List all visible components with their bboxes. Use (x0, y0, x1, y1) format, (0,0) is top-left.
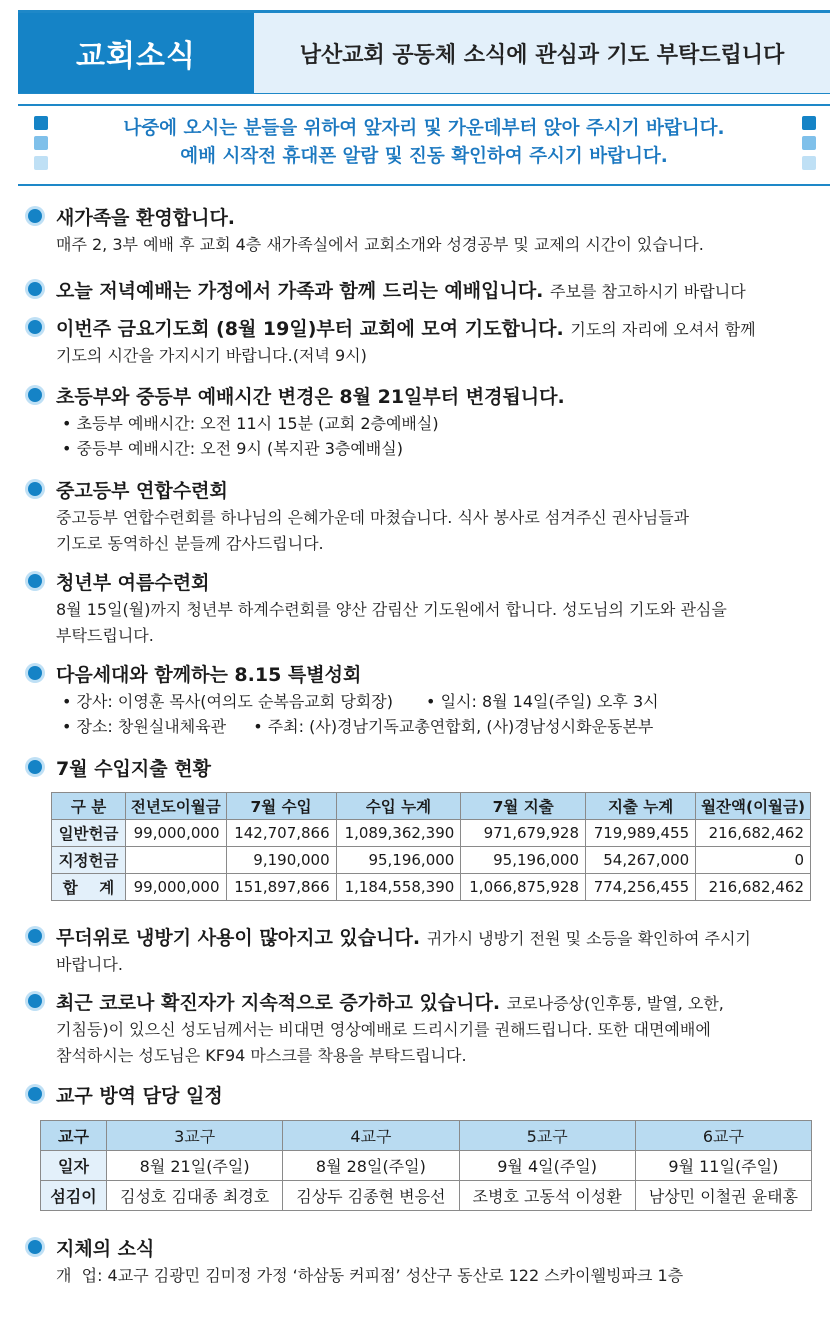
item-body: 개 업: 4교구 김광민 김미정 가정 ‘하삼동 커피점’ 성산구 동산로 122 스카이웰빙파크 1층 (56, 1266, 684, 1285)
item-body-line: 8월 15일(월)까지 청년부 하계수련회를 양산 감림산 기도원에서 합니다. 성도님의 기도와 관심을 (56, 600, 727, 619)
table-cell: 김성호 김대종 최경호 (107, 1181, 283, 1211)
item-title (56, 278, 818, 305)
bullet-icon (28, 666, 42, 680)
table-header-cell: 7월 수입 (226, 793, 336, 820)
notice-line-2: 예배 시작전 휴대폰 알람 및 진동 확인하여 주시기 바랍니다. (180, 146, 668, 167)
table-cell: 1,089,362,390 (336, 820, 461, 847)
row-label: 지정헌금 (52, 847, 126, 874)
table-header-cell: 교구 (41, 1121, 107, 1151)
table-cell: 99,000,000 (126, 874, 226, 901)
item-title: 교구 방역 담당 일정 (56, 1085, 223, 1107)
quarantine-schedule-table (40, 1120, 812, 1211)
table-header-cell: 3교구 (107, 1121, 283, 1151)
square-icon (802, 136, 816, 150)
table-cell: 216,682,462 (696, 820, 811, 847)
item-body-line: 기침등)이 있으신 성도님께서는 비대면 영상예배로 드리시기를 권해드립니다. 또한 대면예배에 (56, 1020, 711, 1039)
item-title-tail: 코로나증상(인후통, 발열, 오한, (506, 994, 724, 1013)
table-row (52, 874, 811, 901)
row-label: 일반헌금 (52, 820, 126, 847)
item-title (56, 316, 818, 343)
table-cell: 95,196,000 (461, 847, 586, 874)
notice-bottom-rule (18, 184, 830, 186)
item-sub-line (62, 689, 818, 714)
table-header-cell: 5교구 (459, 1121, 635, 1151)
table-cell: 9,190,000 (226, 847, 336, 874)
item-sub-line: • 초등부 예배시간: 오전 11시 15분 (교회 2층예배실) (62, 414, 439, 433)
table-cell: 216,682,462 (696, 874, 811, 901)
table-cell: 0 (696, 847, 811, 874)
table-row (52, 847, 811, 874)
item-title: 초등부와 중등부 예배시간 변경은 8월 21일부터 변경됩니다. (56, 386, 565, 408)
table-cell (126, 847, 226, 874)
table-cell: 9월 4일(주일) (459, 1151, 635, 1181)
item-title-text: 최근 코로나 확진자가 지속적으로 증가하고 있습니다. (56, 992, 501, 1014)
item-title-tail: 주보를 참고하시기 바랍니다 (550, 282, 746, 301)
notice-top-rule (18, 104, 830, 106)
item-body-line: 중고등부 연합수련회를 하나님의 은혜가운데 마쳤습니다. 식사 봉사로 섬겨주신 권사님들과 (56, 508, 690, 527)
header-subtitle: 남산교회 공동체 소식에 관심과 기도 부탁드립니다 (254, 13, 830, 93)
table-header-cell: 7월 지출 (461, 793, 586, 820)
news-item-member-news (28, 1236, 818, 1289)
table-cell: 151,897,866 (226, 874, 336, 901)
item-body-line: 기도로 동역하신 분들께 감사드립니다. (56, 534, 324, 553)
table-header-cell: 지출 누계 (586, 793, 696, 820)
news-item-youth-retreat (28, 478, 818, 557)
table-cell: 142,707,866 (226, 820, 336, 847)
square-icon (34, 156, 48, 170)
table-header-row (41, 1121, 812, 1151)
row-label: 합 계 (52, 874, 126, 901)
table-row (52, 820, 811, 847)
table-cell: 971,679,928 (461, 820, 586, 847)
bullet-icon (28, 320, 42, 334)
bullet-icon (28, 282, 42, 296)
page-header (18, 10, 830, 94)
item-title-tail: 귀가시 냉방기 전원 및 소등을 확인하여 주시기 (426, 929, 751, 948)
item-sub-line (62, 714, 818, 739)
table-row (41, 1151, 812, 1181)
table-cell: 774,256,455 (586, 874, 696, 901)
table-cell: 8월 28일(주일) (283, 1151, 459, 1181)
news-item-quarantine (28, 1083, 818, 1110)
square-icon (802, 116, 816, 130)
item-title-text: 이번주 금요기도회 (8월 19일)부터 교회에 모여 기도합니다. (56, 318, 564, 340)
item-title-text: 무더위로 냉방기 사용이 많아지고 있습니다. (56, 927, 421, 949)
bullet-icon (28, 482, 42, 496)
table-cell: 조병호 고동석 이성환 (459, 1181, 635, 1211)
speaker-text: • 강사: 이영훈 목사(여의도 순복음교회 당회장) (62, 692, 393, 711)
bullet-icon (28, 574, 42, 588)
bullet-icon (28, 388, 42, 402)
venue-text: • 장소: 창원실내체육관 (62, 717, 227, 736)
table-cell: 남상민 이철권 윤태홍 (635, 1181, 811, 1211)
bullet-icon (28, 1087, 42, 1101)
table-header-cell: 전년도이월금 (126, 793, 226, 820)
item-title (56, 925, 818, 952)
news-item-schedule-change (28, 384, 818, 461)
item-body-line: 부탁드립니다. (56, 626, 154, 645)
table-cell: 54,267,000 (586, 847, 696, 874)
table-cell: 95,196,000 (336, 847, 461, 874)
item-title (56, 990, 818, 1017)
news-item-aircon (28, 925, 818, 978)
item-title: 새가족을 환영합니다. (56, 207, 236, 229)
item-body: 매주 2, 3부 예배 후 교회 4층 새가족실에서 교회소개와 성경공부 및 교제의 시간이 있습니다. (56, 235, 704, 254)
bullet-icon (28, 209, 42, 223)
news-item-evening-worship (28, 278, 818, 305)
table-header-cell: 구 분 (52, 793, 126, 820)
item-title: 지체의 소식 (56, 1238, 155, 1260)
table-header-row (52, 793, 811, 820)
square-icon (34, 116, 48, 130)
row-label: 섬김이 (41, 1181, 107, 1211)
table-row (41, 1181, 812, 1211)
row-label: 일자 (41, 1151, 107, 1181)
item-body-line: 참석하시는 성도님은 KF94 마스크를 착용을 부탁드립니다. (56, 1046, 467, 1065)
finance-table (51, 792, 811, 901)
item-title: 중고등부 연합수련회 (56, 480, 228, 502)
item-title-text: 오늘 저녁예배는 가정에서 가족과 함께 드리는 예배입니다. (56, 280, 544, 302)
table-cell: 1,066,875,928 (461, 874, 586, 901)
square-icon (802, 156, 816, 170)
news-item-friday-prayer (28, 316, 818, 369)
table-cell: 99,000,000 (126, 820, 226, 847)
host-text: • 주최: (사)경남기독교총연합회, (사)경남성시화운동본부 (253, 717, 654, 736)
item-sub-line: • 중등부 예배시간: 오전 9시 (복지관 3층예배실) (62, 439, 403, 458)
notice-line-1: 나중에 오시는 분들을 위하여 앞자리 및 가운데부터 앉아 주시기 바랍니다. (123, 118, 725, 139)
news-item-young-adult-retreat (28, 570, 818, 649)
table-header-cell: 4교구 (283, 1121, 459, 1151)
table-header-cell: 수입 누계 (336, 793, 461, 820)
bullet-icon (28, 929, 42, 943)
date-text: • 일시: 8월 14일(주일) 오후 3시 (426, 692, 659, 711)
news-item-corona (28, 990, 818, 1069)
table-cell: 719,989,455 (586, 820, 696, 847)
notice-box (18, 110, 830, 180)
item-title: 청년부 여름수련회 (56, 572, 210, 594)
bullet-icon (28, 760, 42, 774)
header-title: 교회소식 (18, 13, 254, 93)
table-header-cell: 6교구 (635, 1121, 811, 1151)
news-item-finance (28, 756, 818, 783)
item-body: 바랍니다. (56, 955, 123, 974)
table-cell: 김상두 김종현 변응선 (283, 1181, 459, 1211)
table-cell: 1,184,558,390 (336, 874, 461, 901)
bullet-icon (28, 1240, 42, 1254)
square-icon (34, 136, 48, 150)
table-cell: 9월 11일(주일) (635, 1151, 811, 1181)
news-item-special-revival (28, 662, 818, 739)
bullet-icon (28, 994, 42, 1008)
table-header-cell: 월잔액(이월금) (696, 793, 811, 820)
item-title-tail: 기도의 자리에 오셔서 함께 (570, 320, 756, 339)
item-title: 다음세대와 함께하는 8.15 특별성회 (56, 664, 362, 686)
item-title: 7월 수입지출 현황 (56, 758, 211, 780)
item-body: 기도의 시간을 가지시기 바랍니다.(저녁 9시) (56, 346, 367, 365)
news-item-new-family (28, 205, 818, 258)
table-cell: 8월 21일(주일) (107, 1151, 283, 1181)
